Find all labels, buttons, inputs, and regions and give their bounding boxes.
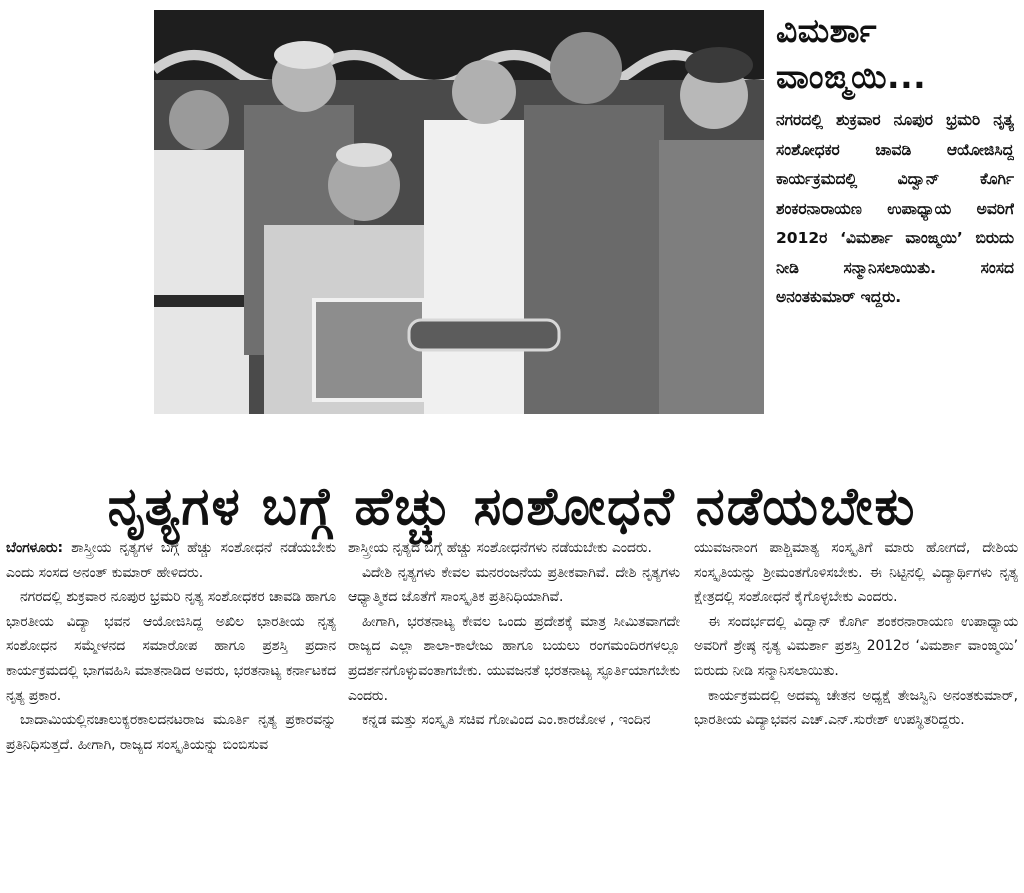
article-paragraph: ಕಾರ್ಯಕ್ರಮದಲ್ಲಿ ಅದಮ್ಯ ಚೇತನ ಅಧ್ಯಕ್ಷೆ ತೇಜಸ್ವಿನಿ ಅನಂತಕುಮಾರ್, ಭಾರತೀಯ ವಿದ್ಯಾಭವನ ಎಚ್.ಎನ್.ಸುರೇಶ್ ಉಪಸ್ಥಿತರಿದ್ದರು.	[694, 687, 1018, 729]
headline: ನೃತ್ಯಗಳ ಬಗ್ಗೆ ಹೆಚ್ಚು ಸಂಶೋಧನೆ ನಡೆಯಬೇಕು	[107, 476, 917, 537]
article-paragraph: ನಗರದಲ್ಲಿ ಶುಕ್ರವಾರ ನೂಪುರ ಭ್ರಮರಿ ನೃತ್ಯ ಸಂಶೋಧಕರ ಚಾವಡಿ ಹಾಗೂ ಭಾರತೀಯ ವಿದ್ಯಾ ಭವನ ಆಯೋಜಿಸಿದ್ದ ಅಖಿಲ ಭಾರತೀಯ ನೃತ್ಯ ಸಂಶೋಧನ ಸಮ್ಮೇಳನದ ಸಮಾರೋಪ ಹಾಗೂ ಪ್ರಶಸ್ತಿ ಪ್ರದಾನ ಕಾರ್ಯಕ್ರಮದಲ್ಲಿ ಭಾಗವಹಿಸಿ ಮಾತನಾಡಿದ ಅವರು, ಭರತನಾಟ್ಯ ಕರ್ನಾಟಕದ ನೃತ್ಯ ಪ್ರಕಾರ.	[6, 589, 336, 704]
dateline: ಬೆಂಗಳೂರು:	[6, 540, 64, 556]
caption-title-line1: ವಿಮರ್ಶಾ	[776, 11, 877, 50]
award-ceremony-photo	[154, 10, 764, 414]
caption-title	[776, 8, 1014, 100]
article-paragraph	[6, 536, 336, 585]
article-paragraph: ಯುವಜನಾಂಗ ಪಾಶ್ಚಿಮಾತ್ಯ ಸಂಸ್ಕೃತಿಗೆ ಮಾರು ಹೋಗದೆ, ದೇಶಿಯ ಸಂಸ್ಕೃತಿಯನ್ನು ಶ್ರೀಮಂತಗೊಳಿಸಬೇಕು. ಈ ನಿಟ್ಟಿನಲ್ಲಿ ವಿದ್ಯಾರ್ಥಿಗಳು ನೃತ್ಯ ಕ್ಷೇತ್ರದಲ್ಲಿ ಸಂಶೋಧನೆ ಕೈಗೊಳ್ಳಬೇಕು ಎಂದರು.	[694, 540, 1018, 606]
caption-title-line2: ವಾಂಙ್ಮಯಿ...	[776, 57, 927, 96]
article-lead-text: ಶಾಸ್ತ್ರೀಯ ನೃತ್ಯಗಳ ಬಗ್ಗೆ ಹೆಚ್ಚು ಸಂಶೋಧನೆ ನಡೆಯಬೇಕು ಎಂದು ಸಂಸದ ಅನಂತ್ ಕುಮಾರ್ ಹೇಳಿದರು.	[6, 540, 336, 581]
caption-body: ನಗರದಲ್ಲಿ ಶುಕ್ರವಾರ ನೂಪುರ ಭ್ರಮರಿ ನೃತ್ಯ ಸಂಶೋಧಕರ ಚಾವಡಿ ಆಯೋಜಿಸಿದ್ದ ಕಾರ್ಯಕ್ರಮದಲ್ಲಿ ವಿದ್ವಾನ್ ಕೊರ್ಗಿ ಶಂಕರನಾರಾಯಣ ಉಪಾಧ್ಯಾಯ ಅವರಿಗೆ 2012ರ ‘ವಿಮರ್ಶಾ ವಾಂಙ್ಮಯಿ’ ಬಿರುದು ನೀಡಿ ಸನ್ಮಾನಿಸಲಾಯಿತು. ಸಂಸದ ಅನಂತಕುಮಾರ್ ಇದ್ದರು.	[776, 111, 1014, 306]
article-paragraph: ಈ ಸಂದರ್ಭದಲ್ಲಿ ವಿದ್ವಾನ್ ಕೊರ್ಗಿ ಶಂಕರನಾರಾಯಣ ಉಪಾಧ್ಯಾಯ ಅವರಿಗೆ ಶ್ರೇಷ್ಠ ನೃತ್ಯ ವಿಮರ್ಶಾ ಪ್ರಶಸ್ತಿ 2012ರ ‘ವಿಮರ್ಶಾ ವಾಂಙ್ಮಯಿ’ ಬಿರುದು ನೀಡಿ ಸನ್ಮಾನಿಸಲಾಯಿತು.	[694, 613, 1018, 679]
article-paragraph: ಬಾದಾಮಿಯಲ್ಲಿನಚಾಲುಕ್ಯರಕಾಲದನಟರಾಜ ಮೂರ್ತಿ ನೃತ್ಯ ಪ್ರಕಾರವನ್ನು ಪ್ರತಿನಿಧಿಸುತ್ತದೆ. ಹೀಗಾಗಿ, ರಾಜ್ಯದ ಸಂಸ್ಕೃತಿಯನ್ನು ಬಿಂಬಿಸುವ	[6, 712, 336, 753]
photo-caption	[776, 8, 1014, 416]
article-paragraph: ವಿದೇಶಿ ನೃತ್ಯಗಳು ಕೇವಲ ಮನರಂಜನೆಯ ಪ್ರತೀಕವಾಗಿವೆ. ದೇಶಿ ನೃತ್ಯಗಳು ಆಧ್ಯಾತ್ಮಿಕದ ಜೊತೆಗೆ ಸಾಂಸ್ಕೃತಿಕ ಪ್ರತಿನಿಧಿಯಾಗಿವೆ.	[348, 564, 680, 606]
article-column-1	[6, 536, 336, 888]
article-paragraph: ಶಾಸ್ತ್ರೀಯ ನೃತ್ಯದ ಬಗ್ಗೆ ಹೆಚ್ಚು ಸಂಶೋಧನೆಗಳು ನಡೆಯಬೇಕು ಎಂದರು.	[348, 540, 652, 556]
article-column-2	[348, 536, 680, 888]
article-paragraph: ಹೀಗಾಗಿ, ಭರತನಾಟ್ಯ ಕೇವಲ ಒಂದು ಪ್ರದೇಶಕ್ಕೆ ಮಾತ್ರ ಸೀಮಿತವಾಗದೇ ರಾಜ್ಯದ ಎಲ್ಲಾ ಶಾಲಾ-ಕಾಲೇಜು ಹಾಗೂ ಬಯಲು ರಂಗಮಂದಿರಗಳಲ್ಲೂ ಪ್ರದರ್ಶನಗೊಳ್ಳುವಂತಾಗಬೇಕು. ಯುವಜನತೆ ಭರತನಾಟ್ಯ ಸ್ಫೂರ್ತಿಯಾಗಬೇಕು ಎಂದರು.	[348, 613, 680, 704]
article-paragraph: ಕನ್ನಡ ಮತ್ತು ಸಂಸ್ಕೃತಿ ಸಚಿವ ಗೋವಿಂದ ಎಂ.ಕಾರಜೋಳ , ಇಂದಿನ	[362, 712, 651, 729]
article-column-3	[694, 536, 1018, 888]
